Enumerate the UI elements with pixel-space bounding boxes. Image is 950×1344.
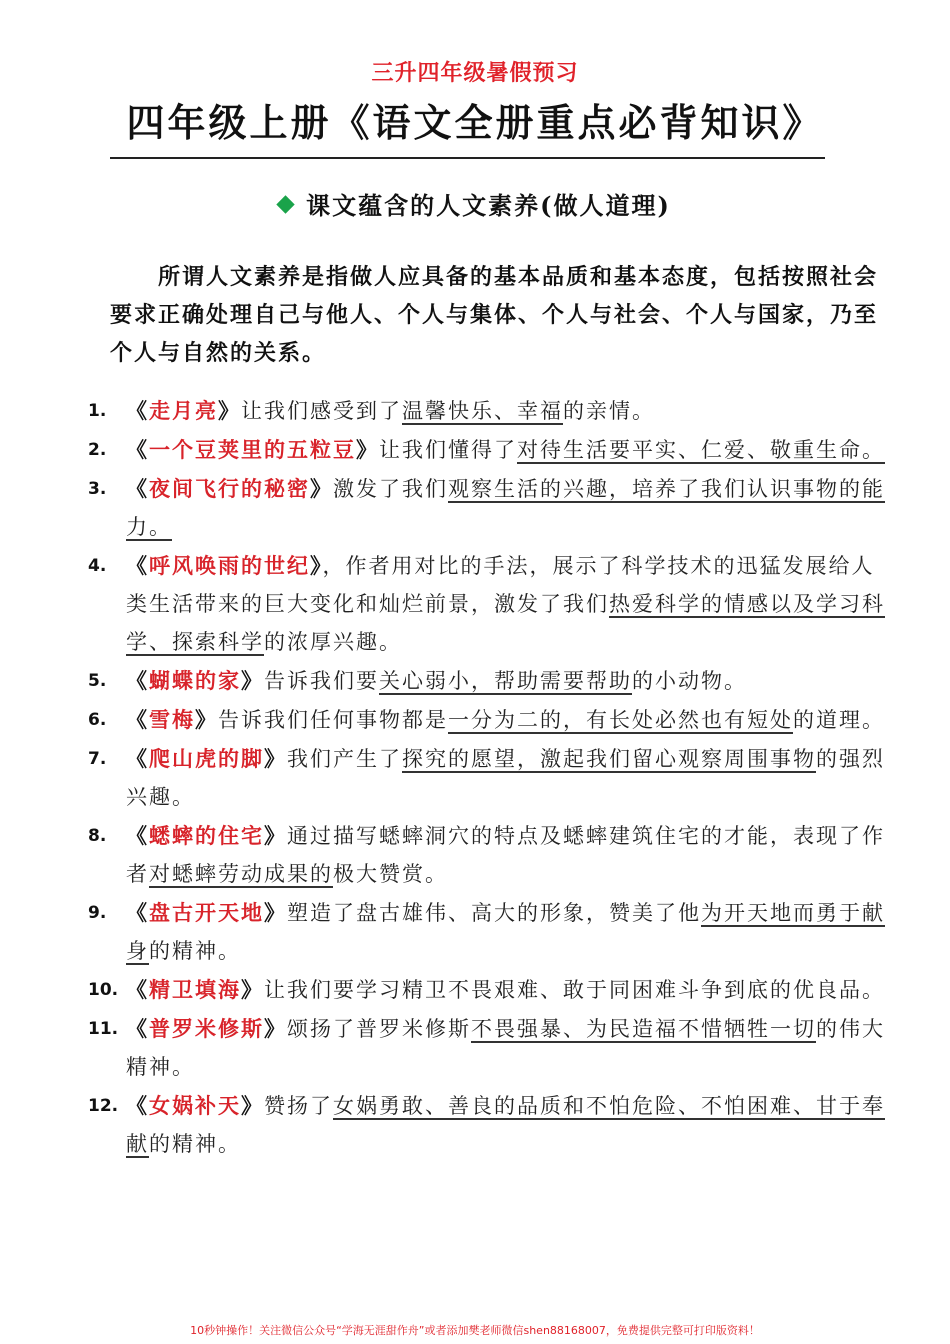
item-text xyxy=(126,701,888,739)
item-underlined-text: 关心弱小，帮助需要帮助 xyxy=(379,669,632,693)
item-text xyxy=(126,392,888,430)
lesson-title: 精卫填海 xyxy=(149,977,241,1002)
item-text xyxy=(126,662,888,700)
lesson-title: 爬山虎的脚 xyxy=(149,746,264,771)
list-item xyxy=(88,817,888,893)
book-bracket-close: 》 xyxy=(264,746,287,771)
item-underlined-text: 温馨快乐、幸福 xyxy=(402,399,563,423)
green-diamond-icon xyxy=(276,195,294,213)
item-number: 10. xyxy=(88,980,119,1000)
item-pre-text: 告诉我们要 xyxy=(264,669,379,693)
lesson-title: 夜间飞行的秘密 xyxy=(149,476,310,501)
lesson-title: 呼风唤雨的世纪 xyxy=(149,553,310,578)
item-underlined-text: 探究的愿望，激起我们留心观察周围事物 xyxy=(402,747,816,771)
item-post-text: 的精神。 xyxy=(149,1132,241,1156)
item-pre-text: 让我们懂得了 xyxy=(379,438,517,462)
page-title: 四年级上册《语文全册重点必背知识》 xyxy=(126,100,824,145)
book-bracket-close: 》 xyxy=(310,476,333,501)
item-pre-text: 让我们感受到了 xyxy=(241,399,402,423)
list-item xyxy=(88,392,888,430)
item-text xyxy=(126,470,888,546)
item-pre-text: 让我们要学习精卫不畏艰难、敢于同困难斗争到底的优良品。 xyxy=(264,978,885,1002)
book-bracket-close: 》 xyxy=(241,668,264,693)
book-bracket-open: 《 xyxy=(126,476,149,501)
top-label: 三升四年级暑假预习 xyxy=(371,61,579,86)
lesson-title: 普罗米修斯 xyxy=(149,1016,264,1041)
list-item xyxy=(88,1087,888,1163)
item-number: 8. xyxy=(88,826,107,846)
list-item xyxy=(88,547,888,661)
lesson-title: 蝴蝶的家 xyxy=(149,668,241,693)
item-text xyxy=(126,431,888,469)
item-underlined-text: 为开天地而勇于献身 xyxy=(126,901,885,963)
item-number: 4. xyxy=(88,556,107,576)
book-bracket-close: 》 xyxy=(195,707,218,732)
title-divider xyxy=(110,157,825,159)
lesson-title: 走月亮 xyxy=(149,398,218,423)
item-post-text: 的精神。 xyxy=(149,939,241,963)
item-number: 3. xyxy=(88,479,107,499)
list-item xyxy=(88,971,888,1009)
book-bracket-open: 《 xyxy=(126,668,149,693)
item-pre-text: 塑造了盘古雄伟、高大的形象，赞美了他 xyxy=(287,901,701,925)
item-number: 5. xyxy=(88,671,107,691)
lesson-title: 雪梅 xyxy=(149,707,195,732)
book-bracket-open: 《 xyxy=(126,398,149,423)
book-bracket-close: 》 xyxy=(264,900,287,925)
item-underlined-text: 对待生活要平实、仁爱、敬重生命。 xyxy=(517,438,885,462)
book-bracket-close: 》 xyxy=(218,398,241,423)
book-bracket-close: 》 xyxy=(356,437,379,462)
book-bracket-open: 《 xyxy=(126,1016,149,1041)
item-number: 9. xyxy=(88,903,107,923)
book-bracket-close: 》 xyxy=(241,977,264,1002)
item-text xyxy=(126,1087,888,1163)
book-bracket-open: 《 xyxy=(126,746,149,771)
book-bracket-open: 《 xyxy=(126,707,149,732)
list-item xyxy=(88,1010,888,1086)
book-bracket-open: 《 xyxy=(126,437,149,462)
item-pre-text: 赞扬了 xyxy=(264,1094,333,1118)
book-bracket-open: 《 xyxy=(126,823,149,848)
section-heading-text: 课文蕴含的人文素养(做人道理) xyxy=(306,191,671,220)
book-bracket-close: 》 xyxy=(264,1016,287,1041)
book-bracket-close: 》 xyxy=(241,1093,264,1118)
item-number: 11. xyxy=(88,1019,119,1039)
list-item xyxy=(88,662,888,700)
item-pre-text: 通过描写蟋蟀洞穴的特点及蟋蟀建筑住宅的才能，表现了作者 xyxy=(126,824,885,886)
lesson-title: 盘古开天地 xyxy=(149,900,264,925)
item-post-text: 的浓厚兴趣。 xyxy=(264,630,402,654)
item-number: 12. xyxy=(88,1096,119,1116)
item-post-text: 的小动物。 xyxy=(632,669,747,693)
book-bracket-open: 《 xyxy=(126,977,149,1002)
item-pre-text: 颂扬了普罗米修斯 xyxy=(287,1017,471,1041)
footer-note: 10秒钟操作！关注微信公众号“学海无涯甜作舟”或者添加樊老师微信shen88168007，免费提供完整可打印版资料！ xyxy=(190,1324,760,1337)
lesson-title: 一个豆荚里的五粒豆 xyxy=(149,437,356,462)
item-number: 6. xyxy=(88,710,107,730)
item-text xyxy=(126,740,888,816)
item-underlined-text: 一分为二的，有长处必然也有短处 xyxy=(448,708,793,732)
item-text xyxy=(126,817,888,893)
book-bracket-close: 》 xyxy=(264,823,287,848)
item-underlined-text: 不畏强暴、为民造福不惜牺牲一切 xyxy=(471,1017,816,1041)
item-number: 2. xyxy=(88,440,107,460)
item-number: 1. xyxy=(88,401,107,421)
item-underlined-text: 热爱科学的情感以及学习科学、探索科学 xyxy=(126,592,885,654)
list-item xyxy=(88,701,888,739)
item-post-text: 的强烈兴趣。 xyxy=(126,747,885,809)
item-underlined-text: 女娲勇敢、善良的品质和不怕危险、不怕困难、甘于奉献 xyxy=(126,1094,885,1156)
item-pre-text: 我们产生了 xyxy=(287,747,402,771)
lesson-title: 蟋蟀的住宅 xyxy=(149,823,264,848)
item-text xyxy=(126,971,888,1009)
list-item xyxy=(88,470,888,546)
item-underlined-text: 观察生活的兴趣，培养了我们认识事物的能力。 xyxy=(126,477,885,539)
item-pre-text: 激发了我们 xyxy=(333,477,448,501)
list-item xyxy=(88,894,888,970)
list-item xyxy=(88,431,888,469)
item-underlined-text: 对蟋蟀劳动成果的 xyxy=(149,862,333,886)
book-bracket-close: 》 xyxy=(310,553,323,578)
item-post-text: 的伟大精神。 xyxy=(126,1017,885,1079)
item-text xyxy=(126,894,888,970)
lesson-title: 女娲补天 xyxy=(149,1093,241,1118)
section-heading xyxy=(0,186,950,221)
item-text xyxy=(126,547,888,661)
book-bracket-open: 《 xyxy=(126,553,149,578)
item-text xyxy=(126,1010,888,1086)
item-post-text: 的道理。 xyxy=(793,708,885,732)
knowledge-list xyxy=(88,392,888,1164)
item-pre-text: ，作者用对比的手法，展示了科学技术的迅猛发展给人类生活带来的巨大变化和灿烂前景，激发了我们 xyxy=(126,554,875,616)
item-post-text: 极大赞赏。 xyxy=(333,862,448,886)
item-number: 7. xyxy=(88,749,107,769)
book-bracket-open: 《 xyxy=(126,1093,149,1118)
list-item xyxy=(88,740,888,816)
book-bracket-open: 《 xyxy=(126,900,149,925)
item-pre-text: 告诉我们任何事物都是 xyxy=(218,708,448,732)
intro-paragraph: 所谓人文素养是指做人应具备的基本品质和基本态度，包括按照社会要求正确处理自己与他人、个人与集体、个人与社会、个人与国家，乃至个人与自然的关系。 xyxy=(110,264,879,366)
item-post-text: 的亲情。 xyxy=(563,399,655,423)
